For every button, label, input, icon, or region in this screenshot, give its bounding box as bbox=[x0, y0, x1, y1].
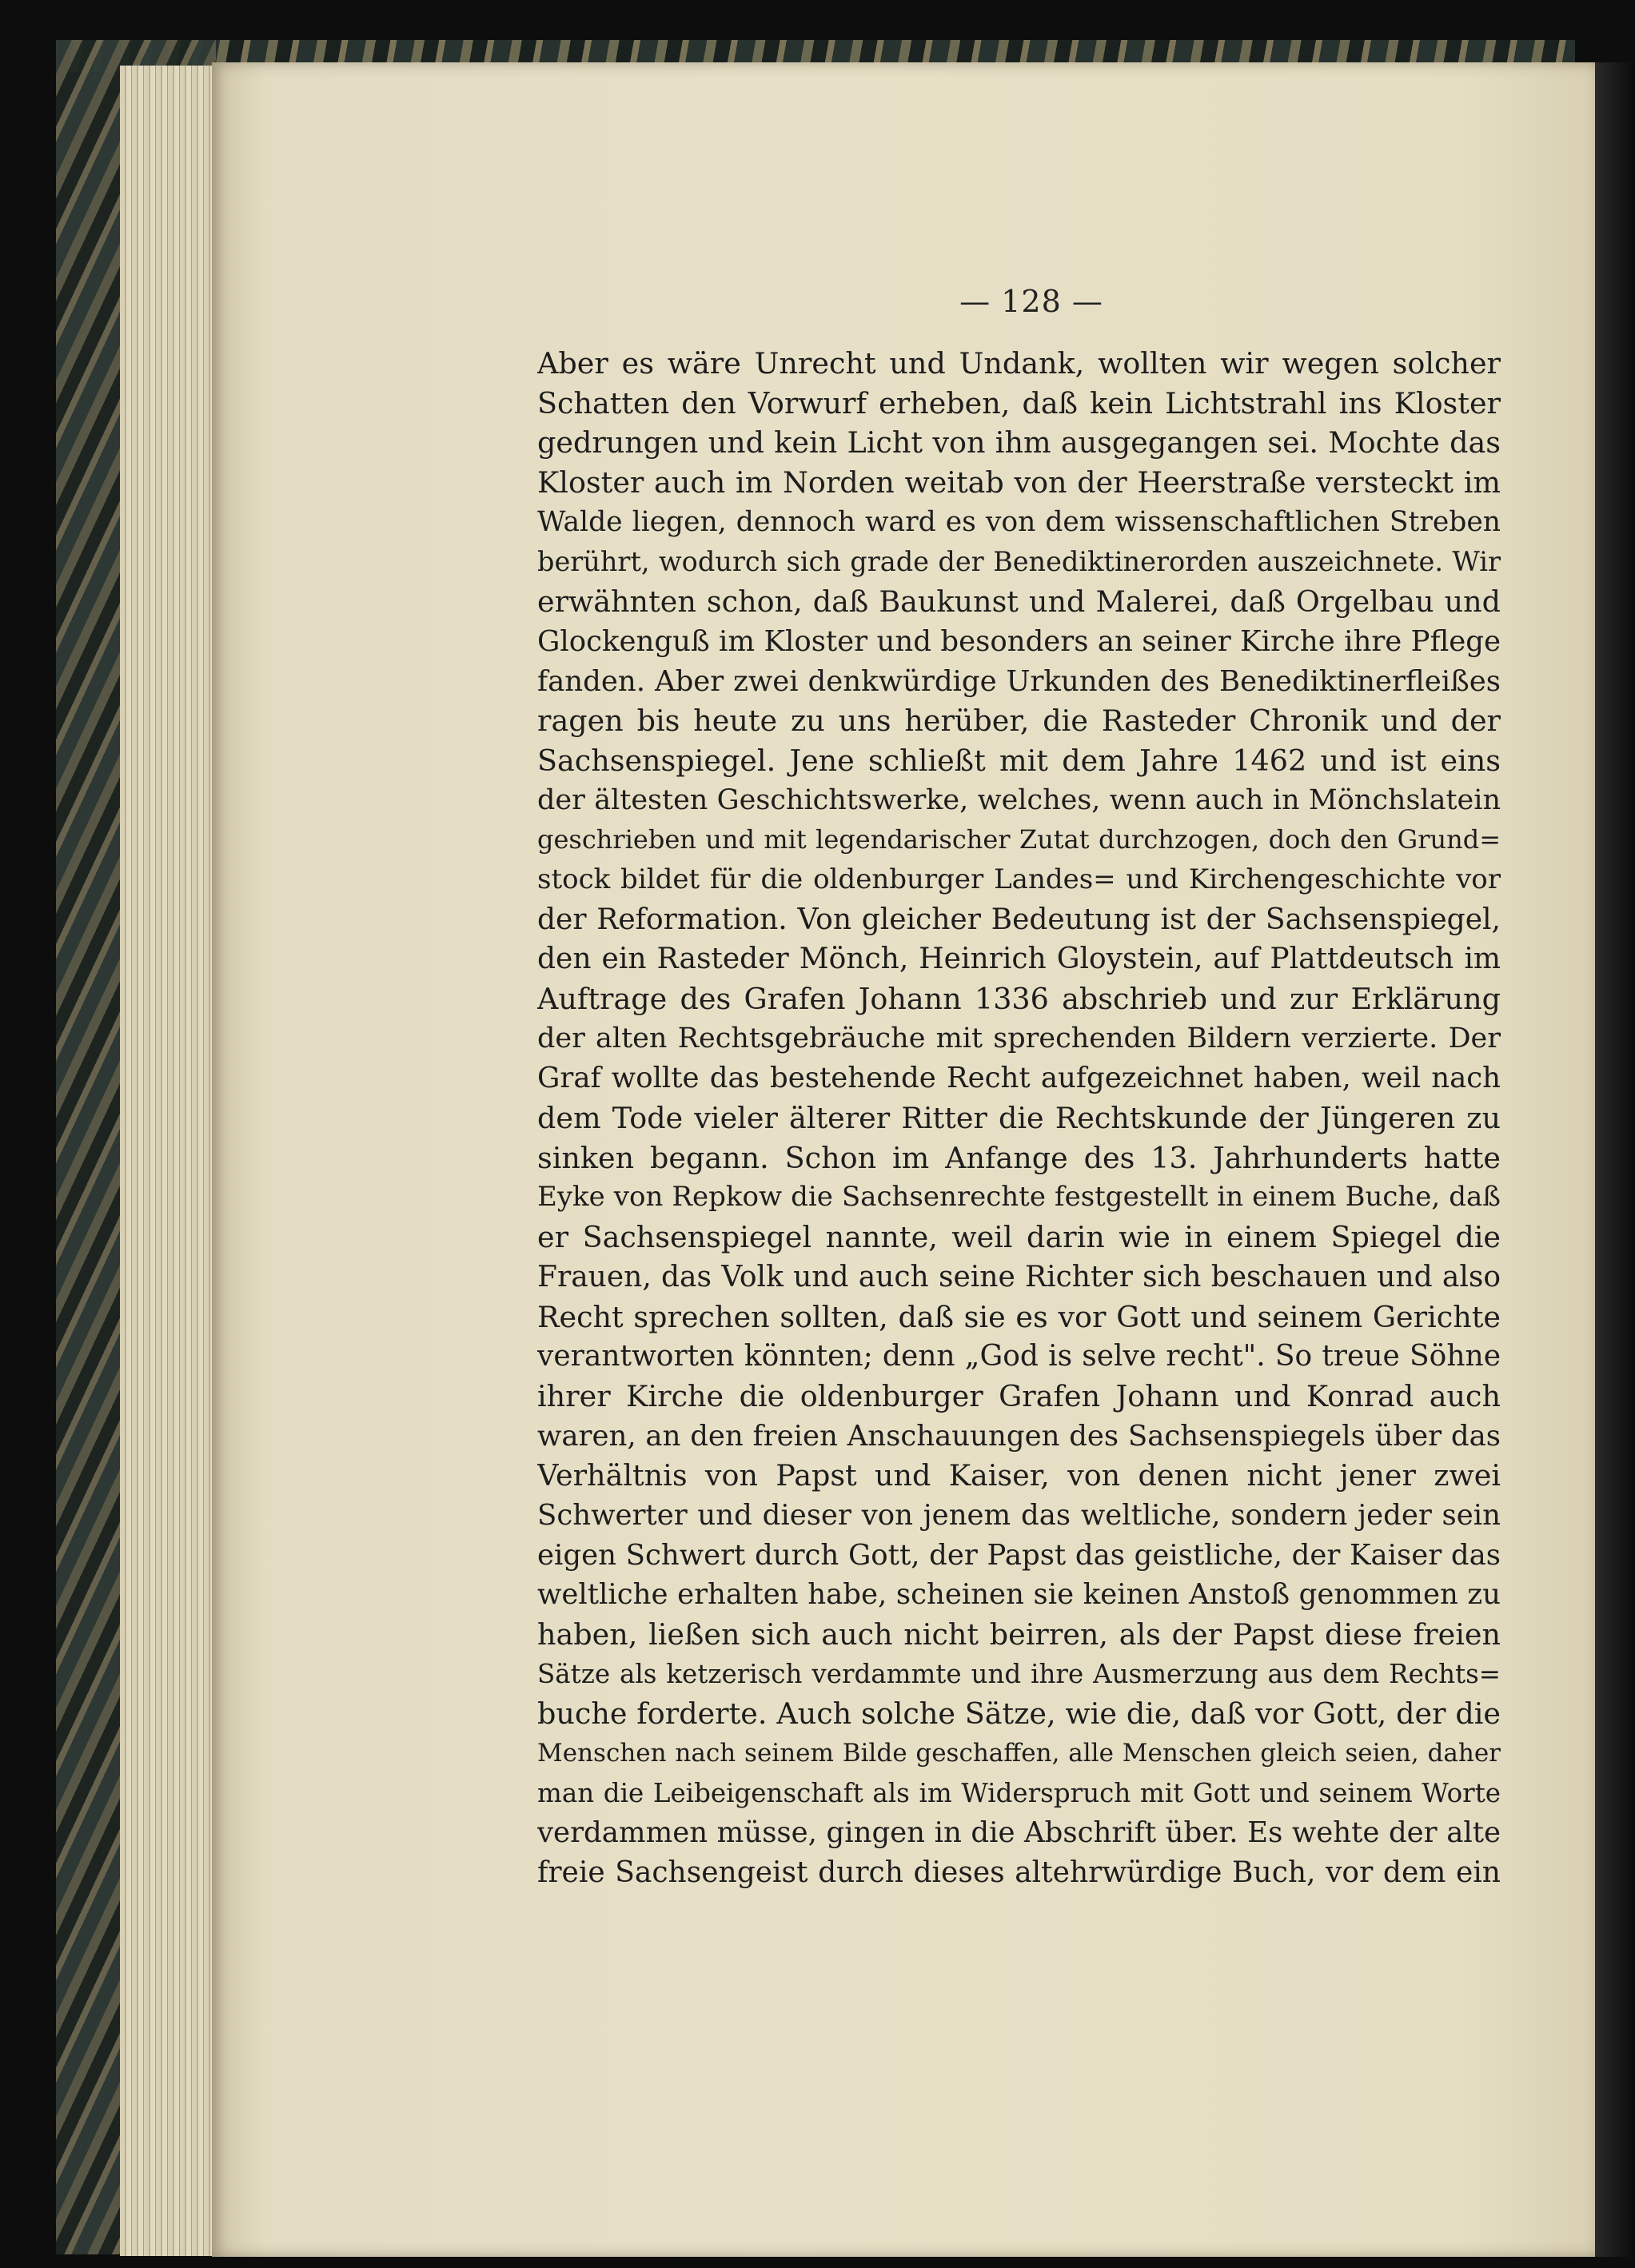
text-line: verdammen müsse, gingen in die Abschrift über. Es wehte der alte bbox=[537, 1816, 1501, 1850]
text-line: Schatten den Vorwurf erheben, daß kein Lichtstrahl ins Kloster bbox=[537, 385, 1501, 421]
text-line: eigen Schwert durch Gott, der Papst das geistliche, der Kaiser das bbox=[537, 1538, 1501, 1572]
text-line: Glockenguß im Kloster und besonders an seiner Kirche ihre Pflege bbox=[537, 624, 1501, 658]
text-line: freie Sachsengeist durch dieses altehrwürdige Buch, vor dem ein bbox=[537, 1856, 1501, 1890]
text-line: er Sachsenspiegel nannte, weil darin wie in einem Spiegel die bbox=[537, 1220, 1501, 1255]
text-line: ihrer Kirche die oldenburger Grafen Johann und Konrad auch bbox=[537, 1378, 1501, 1413]
text-line: Aber es wäre Unrecht und Undank, wollten wir wegen solcher bbox=[537, 346, 1501, 381]
text-line: Recht sprechen sollten, daß sie es vor Gott und seinem Gerichte bbox=[537, 1299, 1501, 1334]
text-line: den ein Rasteder Mönch, Heinrich Gloystein, auf Plattdeutsch im bbox=[537, 943, 1501, 976]
text-line: der alten Rechtsgebräuche mit sprechenden Bildern verzierte. Der bbox=[537, 1022, 1501, 1054]
text-line: geschrieben und mit legendarischer Zutat durchzogen, doch den Grund= bbox=[537, 824, 1501, 855]
page-number: — 128 — bbox=[959, 284, 1103, 319]
text-line: Menschen nach seinem Bilde geschaffen, alle Menschen gleich seien, daher bbox=[537, 1739, 1501, 1768]
text-line: dem Tode vieler älterer Ritter die Rechtskunde der Jüngeren zu bbox=[537, 1101, 1501, 1136]
text-line: haben, ließen sich auch nicht beirren, als der Papst diese freien bbox=[537, 1617, 1501, 1652]
text-line: sinken begann. Schon im Anfange des 13. Jahrhunderts hatte bbox=[537, 1140, 1501, 1175]
text-line: man die Leibeigenschaft als im Widerspruch mit Gott und seinem Worte bbox=[537, 1777, 1501, 1808]
text-line: Frauen, das Volk und auch seine Richter sich beschauen und also bbox=[537, 1260, 1501, 1293]
text-line: erwähnten schon, daß Baukunst und Malerei, daß Orgelbau und bbox=[537, 584, 1501, 620]
text-line: der ältesten Geschichtswerke, welches, wenn auch in Mönchslatein bbox=[537, 783, 1501, 816]
text-line: Eyke von Repkow die Sachsenrechte festgestellt in einem Buche, daß bbox=[537, 1181, 1501, 1214]
text-line: Sachsenspiegel. Jene schließt mit dem Jahre 1462 und ist eins bbox=[537, 743, 1501, 778]
text-line: weltliche erhalten habe, scheinen sie keinen Anstoß genommen zu bbox=[537, 1578, 1501, 1612]
text-line: gedrungen und kein Licht von ihm ausgegangen sei. Mochte das bbox=[537, 425, 1501, 460]
text-line: Verhältnis von Papst und Kaiser, von denen nicht jener zwei bbox=[537, 1458, 1501, 1493]
text-line: buche forderte. Auch solche Sätze, wie die, daß vor Gott, der die bbox=[537, 1696, 1501, 1732]
text-line: waren, an den freien Anschauungen des Sachsenspiegels über das bbox=[537, 1419, 1501, 1453]
text-line: ragen bis heute zu uns herüber, die Rasteder Chronik und der bbox=[537, 704, 1501, 739]
text-line: Auftrage des Grafen Johann 1336 abschrieb und zur Erklärung bbox=[537, 982, 1501, 1016]
text-line: Walde liegen, dennoch ward es von dem wissenschaftlichen Streben bbox=[537, 505, 1501, 538]
text-line: verantworten könnten; denn „God is selve recht". So treue Söhne bbox=[537, 1340, 1501, 1373]
body-text bbox=[537, 344, 1501, 1893]
page-gutter-shadow bbox=[1595, 62, 1635, 2257]
text-line: Graf wollte das bestehende Recht aufgezeichnet haben, weil nach bbox=[537, 1062, 1501, 1095]
page-stack-edges bbox=[120, 66, 224, 2256]
text-line: fanden. Aber zwei denkwürdige Urkunden des Benediktinerfleißes bbox=[537, 664, 1501, 698]
text-line: Kloster auch im Norden weitab von der Heerstraße versteckt im bbox=[537, 465, 1501, 500]
text-line: Schwerter und dieser von jenem das weltliche, sondern jeder sein bbox=[537, 1498, 1501, 1532]
text-line: Sätze als ketzerisch verdammte und ihre Ausmerzung aus dem Rechts= bbox=[537, 1658, 1501, 1689]
text-line: berührt, wodurch sich grade der Benediktinerorden auszeichnete. Wir bbox=[537, 546, 1501, 578]
text-line: stock bildet für die oldenburger Landes= und Kirchengeschichte vor bbox=[537, 863, 1501, 895]
text-line: der Reformation. Von gleicher Bedeutung ist der Sachsenspiegel, bbox=[537, 903, 1501, 936]
